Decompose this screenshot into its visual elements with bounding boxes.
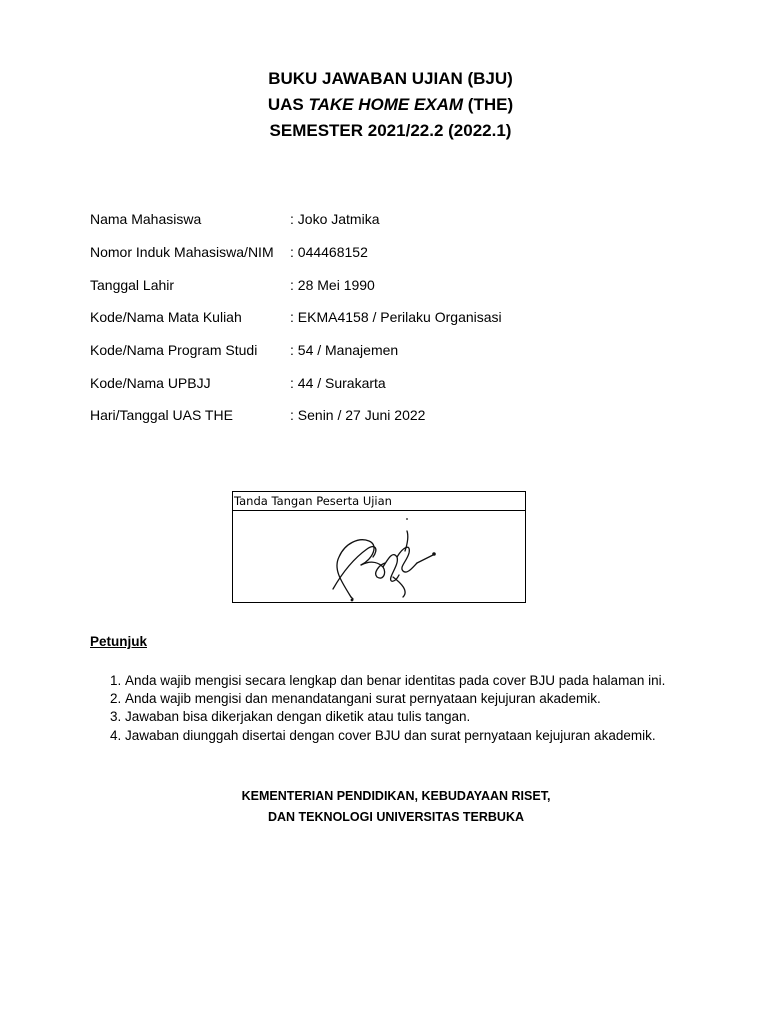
instruction-item: 4. Jawaban diunggah disertai dengan cover BJU dan surat pernyataan kejujuran akademik. (125, 727, 745, 745)
field-row-birth-date (90, 268, 710, 301)
field-value: : 28 Mei 1990 (290, 276, 375, 293)
instruction-item: 2. Anda wajib mengisi dan menandatangani surat pernyataan kejujuran akademik. (125, 690, 745, 708)
field-value: : 044468152 (290, 244, 368, 261)
field-row-course (90, 301, 710, 334)
field-label: Hari/Tanggal UAS THE (90, 407, 233, 424)
instructions-list (113, 672, 745, 745)
field-row-exam-date (90, 399, 710, 432)
field-label: Kode/Nama UPBJJ (90, 374, 211, 391)
instruction-item: 3. Jawaban bisa dikerjakan dengan diketik atau tulis tangan. (125, 708, 745, 726)
field-label: Nama Mahasiswa (90, 211, 202, 228)
title-line-2-prefix: UAS (267, 95, 309, 114)
title-line-2 (0, 92, 768, 118)
instruction-item: 1. Anda wajib mengisi secara lengkap dan benar identitas pada cover BJU pada halaman ini. (125, 672, 745, 690)
field-label: Kode/Nama Mata Kuliah (90, 309, 242, 326)
footer-line-1: KEMENTERIAN PENDIDIKAN, KEBUDAYAAN RISET, (241, 789, 551, 803)
document-title (0, 66, 768, 144)
title-line-1: BUKU JAWABAN UJIAN (BJU) (268, 69, 513, 88)
field-row-study-program (90, 334, 710, 367)
signature-box (232, 491, 526, 603)
field-row-upbjj (90, 366, 710, 399)
title-line-2-italic: TAKE HOME EXAM (308, 95, 464, 114)
field-label: Tanggal Lahir (90, 276, 175, 293)
footer-line-2: DAN TEKNOLOGI UNIVERSITAS TERBUKA (267, 810, 525, 824)
title-line-3: SEMESTER 2021/22.2 (2022.1) (269, 121, 512, 140)
signature-box-header: Tanda Tangan Peserta Ujian (233, 492, 525, 511)
field-label: Kode/Nama Program Studi (90, 342, 258, 359)
field-row-student-id (90, 236, 710, 269)
handwritten-signature (233, 511, 525, 602)
instructions-heading: Petunjuk (90, 634, 148, 649)
field-row-student-name (90, 203, 710, 236)
title-line-2-suffix: (THE) (463, 95, 514, 114)
field-value: : 44 / Surakarta (290, 374, 386, 391)
field-value: : Joko Jatmika (290, 211, 380, 228)
field-label: Nomor Induk Mahasiswa/NIM (90, 244, 274, 261)
field-value: : 54 / Manajemen (290, 342, 399, 359)
institution-footer (0, 786, 768, 828)
identity-fields (90, 203, 710, 432)
field-value: : Senin / 27 Juni 2022 (290, 407, 426, 424)
signature-area (233, 511, 525, 602)
field-value: : EKMA4158 / Perilaku Organisasi (290, 309, 502, 326)
